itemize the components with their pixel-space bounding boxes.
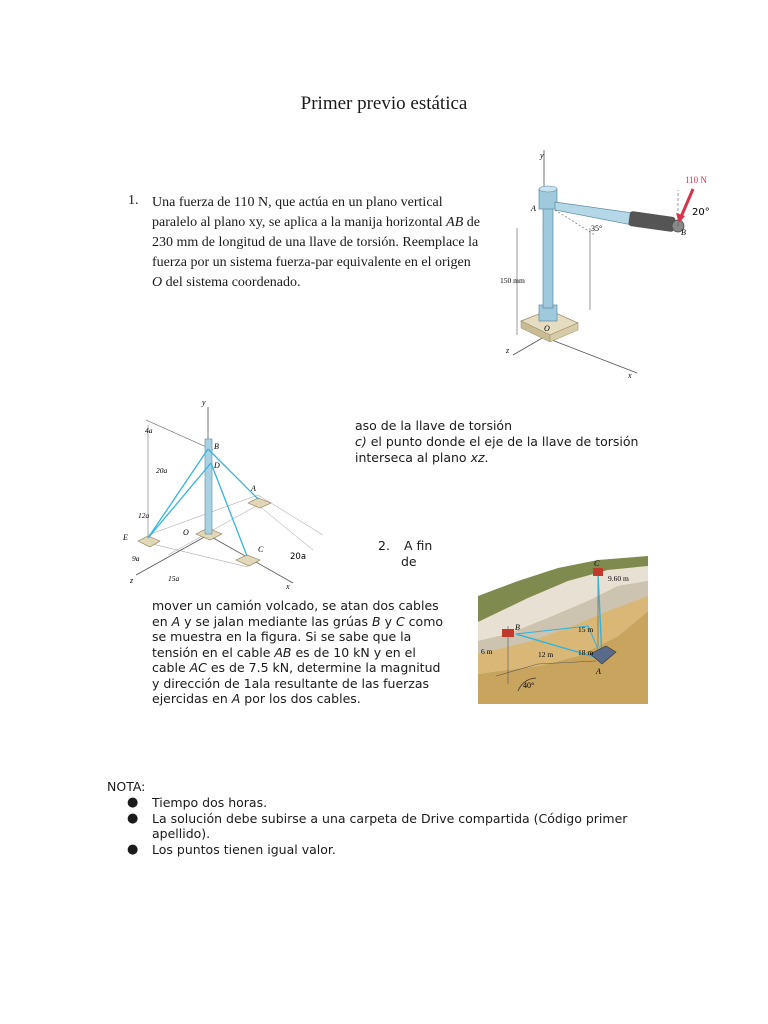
fig2-o-label: O	[183, 528, 189, 537]
truck-cables-figure	[478, 556, 648, 704]
fig2-12a-label: 12a	[138, 511, 150, 520]
problem1-continuation-xz: xz	[470, 450, 485, 465]
fig2-4a-label: 4a	[145, 426, 153, 435]
problem1-continuation	[355, 418, 655, 466]
fig1-angle20-label: 20°	[692, 207, 710, 218]
fig2-c-label: C	[258, 545, 264, 554]
problem1-continuation-line2: el punto donde el eje de la llave de torsión interseca al plano	[355, 434, 639, 465]
wrench-figure	[495, 145, 720, 380]
problem2-text-b: y se jalan mediante las grúas	[180, 613, 373, 629]
fig1-x-label: x	[628, 371, 632, 380]
page-title: Primer previo estática	[300, 93, 468, 114]
problem2-start-line2: de	[401, 554, 417, 569]
fig1-angle35-label: 35°	[591, 224, 603, 233]
fig2-20a-right-label: 20a	[290, 552, 307, 562]
fig3-a-label: A	[596, 667, 601, 676]
nota-label: NOTA:	[107, 779, 146, 794]
problem2-text-f: es de 7.5 kN, determine la magnitud y dirección de 1ala resultante de las fuerzas ejercidas en	[152, 660, 441, 706]
fig1-z-label: z	[506, 346, 510, 355]
fig3-b-label: B	[515, 623, 520, 632]
bullet-icon: ●	[127, 841, 139, 857]
problem1-number: 1.	[128, 193, 139, 208]
problem1-o: O	[152, 275, 163, 290]
problem1-text-b: de 230 mm de longitud de una llave de torsión. Reemplace la fuerza por un sistema fuerza-par equivalente en el origen	[152, 215, 480, 270]
fig2-a-label: A	[251, 484, 256, 493]
nota-item-text: La solución debe subirse a una carpeta de Drive compartida (Código primer apellido).	[152, 810, 628, 841]
fig3-15-label: 15 m	[578, 625, 594, 634]
fig1-y-label: y	[540, 151, 544, 160]
bullet-icon: ●	[127, 795, 139, 810]
problem1-text-a: Una fuerza de 110 N, que actúa en un plano vertical paralelo al plano xy, se aplica a la manija horizontal	[152, 195, 447, 230]
problem2-ab: AB	[274, 644, 292, 660]
problem1-text	[152, 193, 482, 293]
problem1-continuation-c: c)	[355, 434, 367, 449]
list-item	[127, 795, 657, 811]
bullet-icon: ●	[127, 810, 139, 826]
problem2-a2: A	[231, 691, 241, 706]
problem2-b: B	[372, 613, 381, 629]
fig2-9a-label: 9a	[132, 554, 140, 563]
problem1-continuation-end: .	[484, 450, 489, 465]
fig1-o-label: O	[544, 324, 550, 333]
problem2-c: C	[395, 613, 405, 629]
problem2-text-a: mover un camión volcado, se atan dos cables en	[152, 598, 439, 629]
problem2-text-e: es de 10 kN y en el cable	[152, 644, 416, 675]
fig2-e-label: E	[123, 533, 128, 542]
problem2-ac: AC	[189, 660, 207, 675]
fig2-y-label: y	[202, 398, 206, 407]
fig3-6-label: 6 m	[481, 647, 493, 656]
fig2-z-label: z	[130, 576, 134, 585]
fig3-40-label: 40°	[523, 681, 535, 690]
problem2-number: 2.	[378, 538, 390, 553]
pole-cables-figure	[108, 395, 323, 595]
fig1-height-label: 150 mm	[500, 276, 525, 285]
nota-item-text: Los puntos tienen igual valor.	[152, 841, 336, 857]
fig2-15a-label: 15a	[168, 574, 180, 583]
problem2-text-c: y	[380, 613, 396, 629]
fig3-12-label: 12 m	[538, 650, 554, 659]
problem2-text-d: como se muestra en la figura. Si se sabe que la tensión en el cable	[152, 613, 444, 660]
nota-list	[127, 795, 657, 857]
fig3-18-label: 18 m	[578, 648, 594, 657]
problem1-continuation-line1: aso de la llave de torsión	[355, 418, 513, 433]
problem1-text-c: del sistema coordenado.	[162, 275, 301, 290]
nota-item-text: Tiempo dos horas.	[152, 795, 268, 810]
problem2-a1: A	[171, 613, 181, 629]
fig2-d-label: D	[214, 461, 220, 470]
problem2-text	[152, 598, 447, 707]
problem2-start-line1: A fin	[404, 538, 433, 553]
fig2-b-label: B	[214, 442, 219, 451]
fig1-b-label: B	[681, 228, 686, 237]
problem2-text-g: por los dos cables.	[240, 691, 361, 706]
fig2-20a-label: 20a	[156, 466, 168, 475]
fig1-a-label: A	[531, 204, 536, 213]
fig1-force-label: 110 N	[685, 175, 707, 185]
list-item	[127, 842, 657, 858]
problem1-ab: AB	[446, 215, 464, 230]
fig2-x-label: x	[286, 582, 290, 591]
fig3-960-label: 9.60 m	[608, 574, 629, 583]
fig3-c-label: C	[594, 559, 600, 568]
list-item	[127, 811, 657, 842]
